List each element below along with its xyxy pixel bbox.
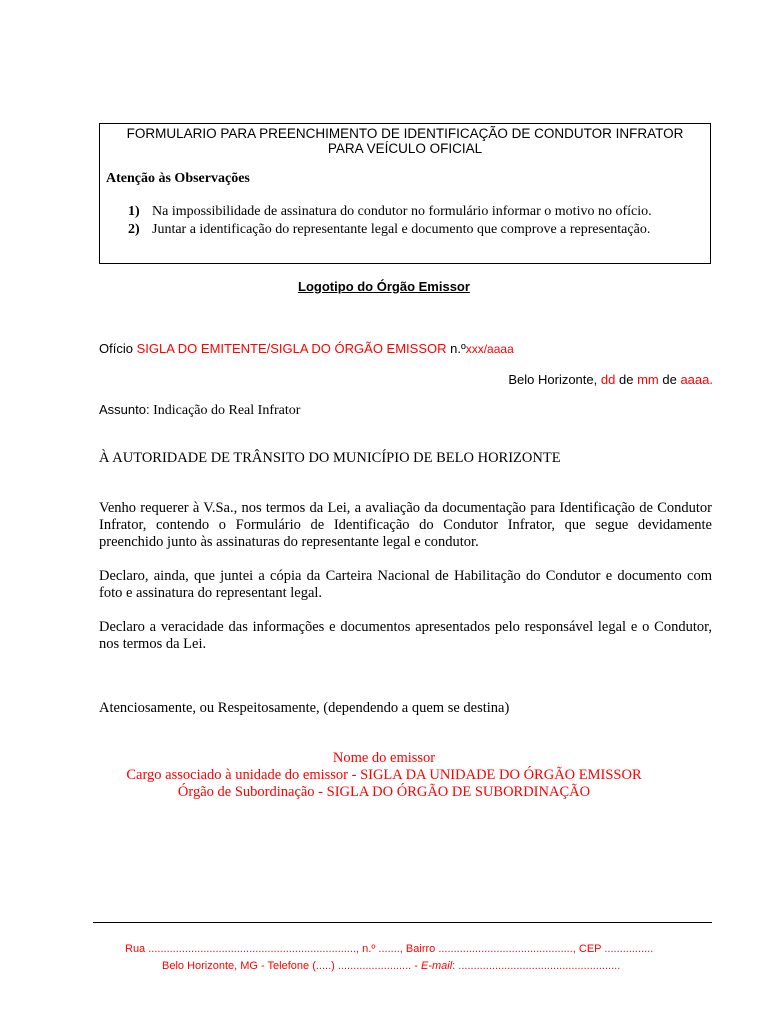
date-de-1: de: [618, 372, 634, 387]
oficio-sigla: SIGLA DO EMITENTE/SIGLA DO ÓRGÃO EMISSOR: [136, 341, 447, 356]
attention-heading: Atenção às Observações: [106, 171, 250, 186]
oficio-number: xxx/aaaa: [465, 342, 514, 356]
form-title-line-2: PARA VEÍCULO OFICIAL: [327, 141, 483, 156]
footer-address-line-2: [162, 958, 620, 975]
form-title-line-1: FORMULARIO PARA PREENCHIMENTO DE IDENTIFICAÇÃO DE CONDUTOR INFRATOR: [126, 126, 684, 141]
addressee: À AUTORIDADE DE TRÂNSITO DO MUNICÍPIO DE BELO HORIZONTE: [99, 450, 561, 466]
date-line: [508, 372, 713, 387]
instructions-box: [99, 123, 711, 264]
footer-divider: [93, 922, 712, 923]
body-paragraph-1: Venho requerer à V.Sa., nos termos da Lei, a avaliação da documentação para Identificação de Condutor Infrator, contendo o Formulário de Identificação do Condutor Infrator, que segue devidamente preenchido junto às assinaturas do representante legal e condutor.: [99, 500, 712, 550]
oficio-line: [99, 341, 514, 356]
signer-name: Nome do emissor: [332, 750, 436, 766]
signature-block: [0, 750, 768, 801]
signer-subordination: Órgão de Subordinação - SIGLA DO ÓRGÃO DE SUBORDINAÇÃO: [177, 784, 591, 800]
observation-item: [128, 221, 652, 239]
body-paragraph-2: Declaro, ainda, que juntei a cópia da Carteira Nacional de Habilitação do Condutor e documento com foto e assinatura do representant legal.: [99, 568, 712, 601]
body-paragraph-3: Declaro a veracidade das informações e documentos apresentados pelo responsável legal e o Condutor, nos termos da Lei.: [99, 619, 712, 652]
signer-role: Cargo associado à unidade do emissor - SIGLA DA UNIDADE DO ÓRGÃO EMISSOR: [126, 767, 642, 783]
observation-number: 1): [128, 204, 140, 219]
subject-label: Assunto:: [99, 402, 150, 417]
observation-text: Na impossibilidade de assinatura do condutor no formulário informar o motivo no ofício.: [152, 204, 652, 219]
closing-line: Atenciosamente, ou Respeitosamente, (dependendo a quem se destina): [99, 700, 510, 716]
date-city: Belo Horizonte,: [508, 372, 598, 387]
date-year: aaaa.: [680, 372, 713, 387]
form-title: [100, 126, 710, 156]
date-de-2: de: [662, 372, 677, 387]
oficio-number-label: n.º: [450, 341, 466, 356]
observation-text: Juntar a identificação do representante legal e documento que comprove a representação.: [152, 222, 651, 237]
footer-email: : .....................................................: [452, 960, 621, 972]
observations-list: [128, 203, 652, 239]
date-day: dd: [600, 372, 616, 387]
logo-placeholder-label: Logotipo do Órgão Emissor: [298, 279, 470, 294]
date-month: mm: [637, 372, 659, 387]
observation-item: [128, 203, 652, 221]
footer-phone: Belo Horizonte, MG - Telefone (.....) ........................ -: [162, 960, 421, 972]
footer-email-label: E-mail: [421, 960, 453, 972]
subject-line: [99, 402, 300, 419]
observation-number: 2): [128, 222, 140, 237]
oficio-prefix: Ofício: [99, 341, 133, 356]
subject-text: Indicação do Real Infrator: [153, 403, 301, 418]
footer-address-line-1: Rua ...................................................................., n.º ......., Bairro ............................................, CEP ................: [125, 943, 654, 955]
